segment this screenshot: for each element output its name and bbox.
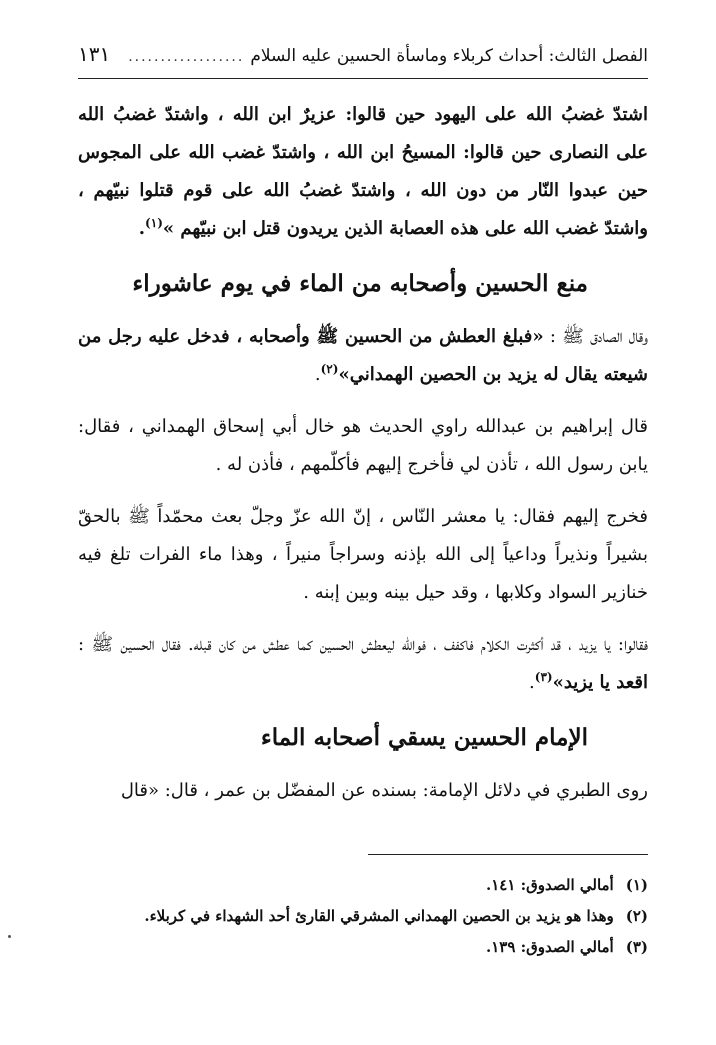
footnote-ref-2[interactable]: (٢)	[320, 362, 339, 376]
paragraph-1-text: اشتدّ غضبُ الله على اليهود حين قالوا: عزيرٌ ابن الله ، واشتدّ غضبُ الله على النصارى حين قالوا: المسيحُ ابن الله ، واشتدّ غضب الله على المجوس حين عبدوا النّار من دون الله ، واشتدّ غضبُ الله على قوم قتلوا نبيّهم ، واشتدّ غضب الله على هذه العصابة الذين يريدون قتل ابن نبيّهم »	[78, 104, 648, 239]
paragraph-2-end: .	[314, 364, 321, 385]
paragraph-2-lead: وقال الصادق ﷺ :	[543, 326, 648, 347]
paragraph-1-end: .	[138, 218, 146, 239]
footnote-number: (٢)	[625, 907, 648, 925]
footnote-item	[78, 901, 648, 932]
footnote-text: وهذا هو يزيد بن الحصين الهمداني المشرقي القارئ أحد الشهداء في كربلاء.	[144, 907, 614, 925]
section-heading-2: الإمام الحسين يسقي أصحابه الماء	[260, 724, 588, 751]
paragraph-2-quote: «فبلغ العطش من الحسين ﷺ وأصحابه ، فدخل عليه رجل من شيعته يقال له يزيد بن الحصين الهمداني»	[78, 326, 648, 385]
running-header	[78, 42, 648, 72]
footnote-number: (٣)	[625, 938, 648, 956]
paragraph-5-end: .	[529, 672, 535, 693]
footnote-ref-3[interactable]: (٣)	[534, 670, 553, 684]
footnote-item	[78, 870, 648, 901]
paragraph-3: قال إبراهيم بن عبدالله راوي الحديث هو خال أبي إسحاق الهمداني ، فقال: يابن رسول الله ، تأذن لي فأخرج إليهم فأكلّمهم ، فأذن له .	[78, 416, 648, 475]
page-body	[78, 96, 648, 824]
paragraph-4: فخرج إليهم فقال: يا معشر النّاس ، إنّ الله عزّ وجلّ بعث محمّداً ﷺ بالحقّ بشيراً ونذيراً وداعياً إلى الله بإذنه وسراجاً منيراً ، وهذا ماء الفرات تلغ فيه خنازير السواد وكلابها ، وقد حيل بينه وبين إبنه .	[78, 506, 648, 603]
chapter-title: الفصل الثالث: أحداث كربلاء وماسأة الحسين عليه السلام	[250, 46, 648, 66]
page-number: ١٣١	[78, 42, 111, 66]
header-divider	[78, 78, 648, 79]
paragraph-1	[78, 96, 648, 248]
paragraph-2	[78, 318, 648, 394]
scan-speck	[8, 935, 11, 938]
footnotes	[78, 870, 648, 963]
paragraph-5-text: فقالوا: يا يزيد ، قد أكثرت الكلام فاكفف ، فوالله ليعطش الحسين كما عطش من كان قبله. فقال الحسين ﷺ :	[78, 634, 648, 655]
footnote-number: (١)	[625, 876, 648, 894]
footnote-text: أمالي الصدوق: ١٣٩.	[485, 938, 614, 956]
footnote-item	[78, 932, 648, 963]
footnote-ref-1[interactable]: (١)	[145, 216, 163, 230]
paragraph-5-quote: اقعد يا يزيد»	[552, 672, 648, 693]
section-heading-1: منع الحسين وأصحابه من الماء في يوم عاشوراء	[132, 270, 588, 297]
leader-dots: ..................	[128, 49, 245, 65]
footnote-text: أمالي الصدوق: ١٤١.	[485, 876, 614, 894]
paragraph-6: روى الطبري في دلائل الإمامة: بسنده عن المفضّل بن عمر ، قال: «قال	[120, 780, 648, 801]
footnote-divider	[368, 854, 648, 855]
paragraph-5	[78, 626, 648, 702]
